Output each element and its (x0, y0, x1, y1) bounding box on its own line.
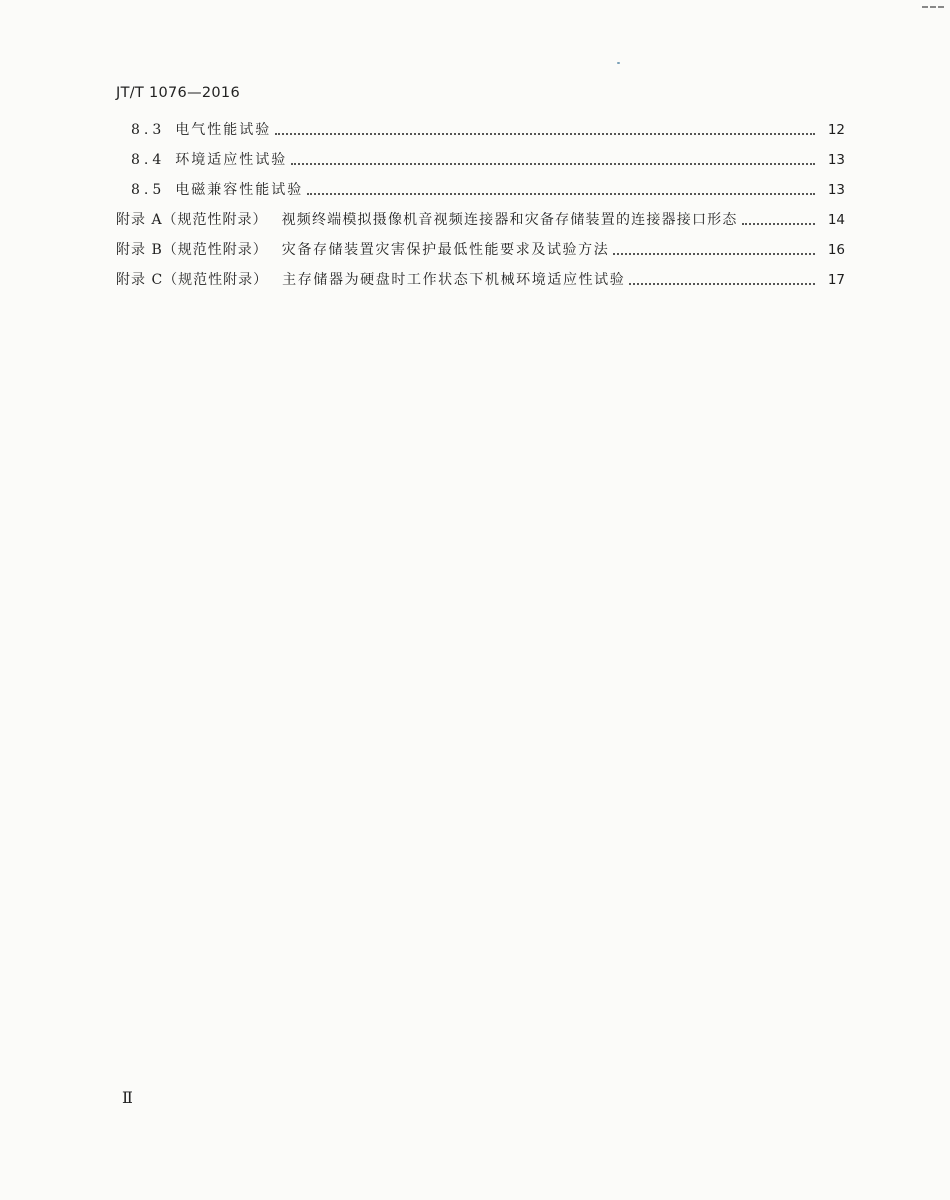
toc-entry-number: 8.4 (131, 152, 166, 168)
toc-entry-title: 灾备存储装置灾害保护最低性能要求及试验方法 (281, 242, 610, 258)
toc-entry-appendix-c[interactable] (116, 268, 845, 292)
scan-edge-mark (922, 6, 944, 14)
toc-entry-page: 13 (827, 152, 845, 168)
toc-entry-title: 视频终端模拟摄像机音视频连接器和灾备存储装置的连接器接口形态 (281, 212, 738, 228)
toc-appendix-label: 附录 A（规范性附录） (116, 212, 268, 228)
toc-entry-title: 主存储器为硬盘时工作状态下机械环境适应性试验 (282, 272, 626, 288)
toc-leader-dots (307, 193, 815, 195)
toc-entry-page: 14 (827, 212, 845, 228)
page-number-roman: Ⅱ (122, 1088, 133, 1107)
toc-entry-number: 8.5 (131, 182, 166, 198)
toc-entry-page: 17 (827, 272, 845, 288)
toc-leader-dots (629, 283, 815, 285)
toc-leader-dots (613, 253, 815, 255)
toc-entry-page: 13 (827, 182, 845, 198)
toc-leader-dots (275, 133, 815, 135)
toc-entry-title: 电气性能试验 (175, 122, 272, 138)
toc-entry-appendix-a[interactable] (116, 208, 845, 232)
toc-entry-page: 16 (827, 242, 845, 258)
toc-entry-title: 电磁兼容性能试验 (175, 182, 304, 198)
toc-entry-title: 环境适应性试验 (175, 152, 288, 168)
toc-entry-8-3[interactable] (131, 118, 845, 142)
toc-entry-page: 12 (827, 122, 845, 138)
scan-speck (617, 62, 620, 64)
toc-leader-dots (291, 163, 815, 165)
toc-entry-number: 8.3 (131, 122, 166, 138)
toc-entry-appendix-b[interactable] (116, 238, 845, 262)
toc-leader-dots (742, 223, 815, 225)
toc-entry-8-5[interactable] (131, 178, 845, 202)
standard-code-header: JT/T 1076—2016 (116, 85, 240, 101)
toc-appendix-label: 附录 B（规范性附录） (116, 242, 268, 258)
toc-entry-8-4[interactable] (131, 148, 845, 172)
toc-appendix-label: 附录 C（规范性附录） (116, 272, 269, 288)
